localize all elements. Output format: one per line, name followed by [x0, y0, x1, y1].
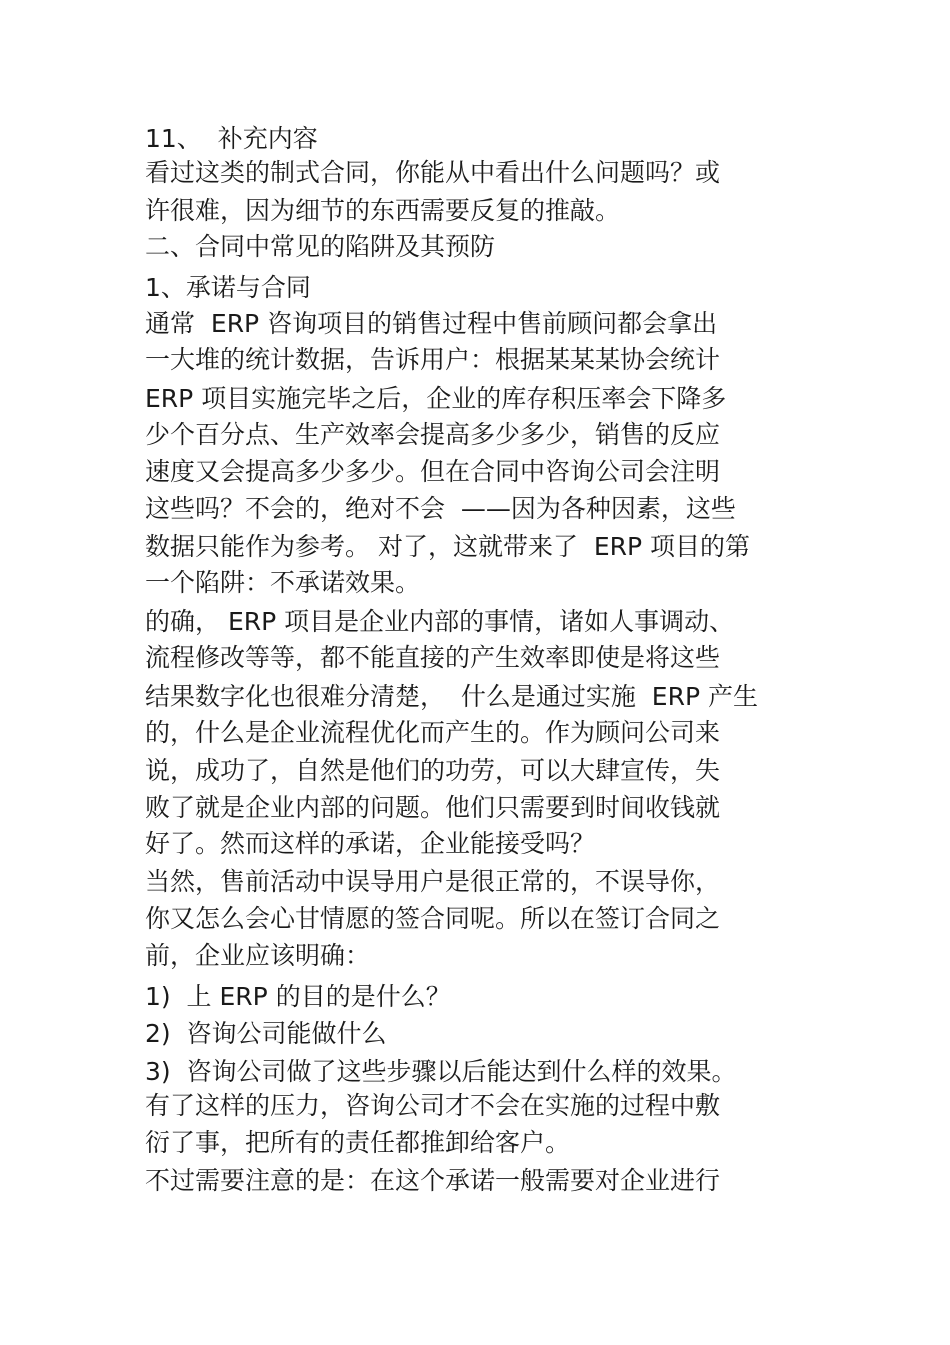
paragraph-line: 有了这样的压力，咨询公司才不会在实施的过程中敷: [145, 1091, 721, 1120]
list-item: 1) 上 ERP 的目的是什么？: [145, 982, 451, 1011]
paragraph-line: 数据只能作为参考。 对了，这就带来了 ERP 项目的第: [145, 532, 751, 561]
section-heading: 二、合同中常见的陷阱及其预防: [145, 232, 496, 261]
paragraph-line: 一个陷阱：不承诺效果。: [145, 568, 421, 597]
list-item: 3) 咨询公司做了这些步骤以后能达到什么样的效果。: [145, 1057, 737, 1086]
paragraph-line: 说，成功了，自然是他们的功劳，可以大肆宣传，失: [145, 756, 721, 785]
paragraph-line: 通常 ERP 咨询项目的销售过程中售前顾问都会拿出: [145, 309, 718, 338]
paragraph-line: 流程修改等等，都不能直接的产生效率即使是将这些: [145, 643, 721, 672]
list-item: 2) 咨询公司能做什么: [145, 1019, 387, 1048]
paragraph-line: 你又怎么会心甘情愿的签合同呢。所以在签订合同之: [145, 904, 721, 933]
paragraph-line: 的确， ERP 项目是企业内部的事情，诸如人事调动、: [145, 607, 735, 636]
paragraph-line: 败了就是企业内部的问题。他们只需要到时间收钱就: [145, 793, 721, 822]
paragraph-line: 当然，售前活动中误导用户是很正常的，不误导你，: [145, 867, 721, 896]
paragraph-line: 看过这类的制式合同，你能从中看出什么问题吗？或: [145, 158, 721, 187]
paragraph-line: 速度又会提高多少多少。但在合同中咨询公司会注明: [145, 457, 721, 486]
paragraph-line: 结果数字化也很难分清楚， 什么是通过实施 ERP 产生: [145, 682, 758, 711]
paragraph-line: 好了。然而这样的承诺，企业能接受吗？: [145, 829, 596, 858]
paragraph-line: 这些吗？不会的，绝对不会 ——因为各种因素，这些: [145, 494, 736, 523]
paragraph-line: 的，什么是企业流程优化而产生的。作为顾问公司来: [145, 718, 721, 747]
paragraph-line: 一大堆的统计数据，告诉用户：根据某某某协会统计: [145, 345, 721, 374]
paragraph-line: 少个百分点、生产效率会提高多少多少，销售的反应: [145, 420, 721, 449]
paragraph-line: 不过需要注意的是：在这个承诺一般需要对企业进行: [145, 1166, 721, 1195]
paragraph-line: 许很难，因为细节的东西需要反复的推敲。: [145, 196, 621, 225]
paragraph-line: ERP 项目实施完毕之后，企业的库存积压率会下降多: [145, 384, 727, 413]
subsection-heading: 1、承诺与合同: [145, 273, 311, 302]
paragraph-line: 前，企业应该明确：: [145, 941, 371, 970]
section-heading: 11、 补充内容: [145, 124, 318, 153]
paragraph-line: 衍了事，把所有的责任都推卸给客户。: [145, 1128, 571, 1157]
